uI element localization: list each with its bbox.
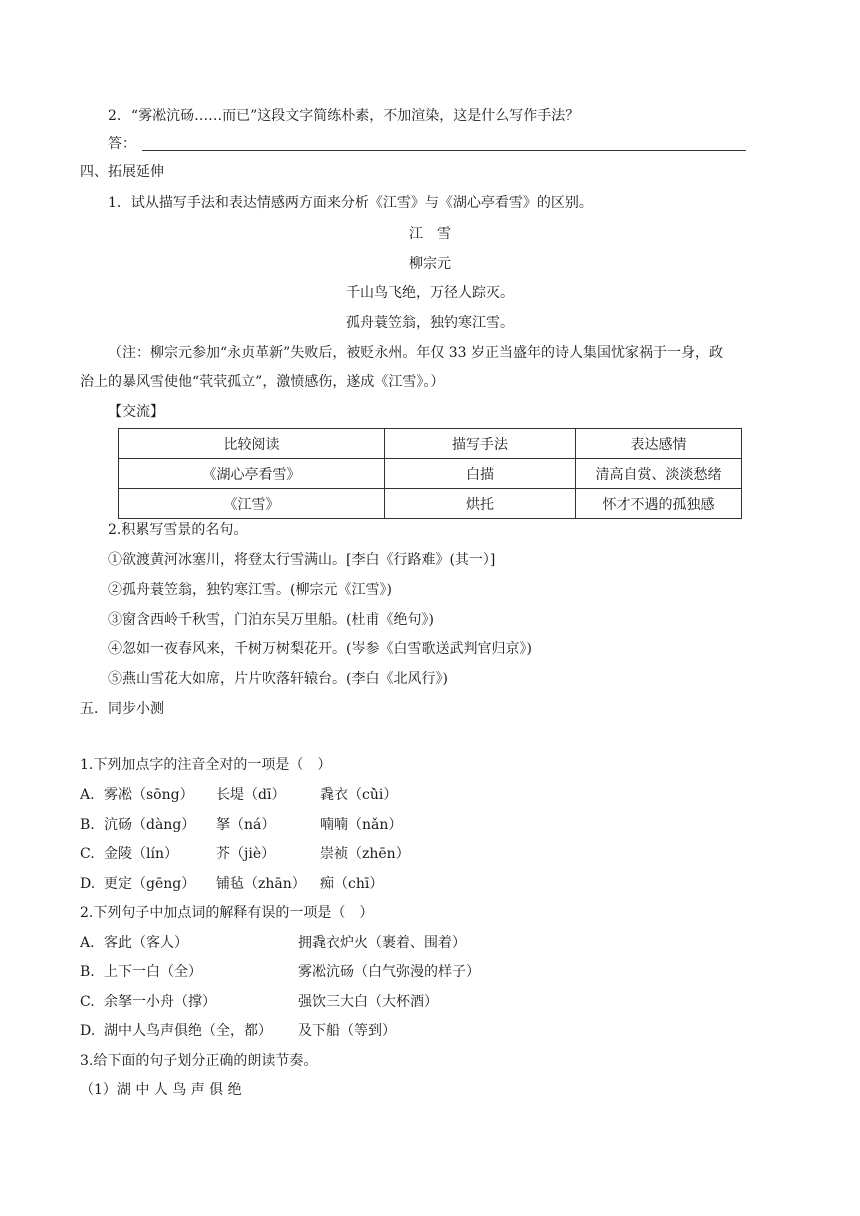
table-row	[119, 459, 742, 489]
poem-line-1: 千山鸟飞绝，万径人踪灭。	[346, 285, 514, 301]
table-cell: 《湖心亭看雪》	[119, 459, 385, 489]
table-cell: 《江雪》	[119, 489, 385, 519]
q1-option-d-item-2: 铺毡（zhān）	[216, 876, 306, 892]
table-cell: 怀才不遇的孤独感	[576, 489, 742, 519]
q1-option-c-item-2: 芥（jiè）	[216, 846, 276, 862]
q2-option-d-item-2: 及下船（等到）	[298, 1023, 396, 1039]
q2-option-d-item-1: 湖中人鸟声俱绝（全，都）	[104, 1023, 272, 1039]
poem-note-line-1: （注：柳宗元参加“永贞革新”失败后，被贬永州。年仅 33 岁正当盛年的诗人集国忧家祸于一身，政	[108, 345, 724, 361]
table-cell: 烘托	[385, 489, 576, 519]
table-cell: 清高自赏、淡淡愁绪	[576, 459, 742, 489]
q1-option-a-item-1: 雾凇（sōng）	[104, 787, 194, 803]
q2-option-a-item-1: 客此（客人）	[104, 935, 188, 951]
table-header-cell: 描写手法	[385, 429, 576, 459]
q2-option-letter: D.	[80, 1023, 96, 1039]
quote-item: ②孤舟蓑笠翁，独钓寒江雪。(柳宗元《江雪》)	[108, 582, 392, 598]
q2-option-c-item-2: 强饮三大白（大杯酒）	[298, 994, 438, 1010]
quote-item: ①欲渡黄河冰塞川，将登太行雪满山。[李白《行路难》(其一）]	[108, 552, 496, 568]
q2-option-letter: B.	[80, 964, 95, 980]
answer-blank-line[interactable]	[142, 150, 746, 151]
q2-option-b-item-1: 上下一白（全）	[104, 964, 202, 980]
table-header-cell: 表达感情	[576, 429, 742, 459]
poem-line-2: 孤舟蓑笠翁，独钓寒江雪。	[346, 315, 514, 331]
poem-title: 江 雪	[409, 226, 451, 242]
section-four-question-2: 2.积累写雪景的名句。	[108, 522, 248, 538]
table-header-row	[119, 429, 742, 459]
q1-option-c-item-3: 崇祯（zhēn）	[320, 846, 410, 862]
q1-option-letter: B.	[80, 817, 95, 833]
answer-label: 答：	[108, 136, 136, 152]
q2-option-letter: A.	[80, 935, 95, 951]
section-four-title: 四、拓展延伸	[80, 164, 164, 180]
quote-item: ③窗含西岭千秋雪，门泊东吴万里船。(杜甫《绝句》)	[108, 612, 434, 628]
q1-option-b-item-1: 沆砀（dàng）	[104, 817, 196, 833]
q1-option-letter: D.	[80, 876, 96, 892]
q3-item-1: （1）湖 中 人 鸟 声 俱 绝	[80, 1082, 242, 1098]
q1-option-d-item-3: 痴（chī）	[320, 876, 384, 892]
poem-note-line-2: 治上的暴风雪使他“茕茕孤立”，激愤感伤，遂成《江雪》。）	[80, 374, 445, 390]
q1-option-letter: C.	[80, 846, 95, 862]
quiz-question-3: 3.给下面的句子划分正确的朗读节奏。	[80, 1053, 318, 1069]
quote-item: ④忽如一夜春风来，千树万树梨花开。(岑参《白雪歌送武判官归京》)	[108, 641, 532, 657]
q1-option-letter: A.	[80, 787, 95, 803]
q1-option-a-item-2: 长堤（dī）	[216, 787, 286, 803]
quiz-question-2: 2.下列句子中加点词的解释有误的一项是（ ）	[80, 905, 374, 921]
exchange-label: 【交流】	[108, 404, 164, 420]
section-five-title: 五．同步小测	[80, 701, 164, 717]
q2-option-letter: C.	[80, 994, 95, 1010]
q1-option-b-item-2: 拏（ná）	[216, 817, 276, 833]
q2-option-b-item-2: 雾凇沆砀（白气弥漫的样子）	[298, 964, 480, 980]
q2-option-c-item-1: 余拏一小舟（撑）	[104, 994, 216, 1010]
quote-item: ⑤燕山雪花大如席，片片吹落轩辕台。(李白《北风行》)	[108, 671, 448, 687]
table-cell: 白描	[385, 459, 576, 489]
quiz-question-1: 1.下列加点字的注音全对的一项是（ ）	[80, 757, 332, 773]
q1-option-c-item-1: 金陵（lín）	[104, 846, 178, 862]
question-writing-technique: 2．“雾凇沆砀……而已”这段文字简练朴素，不加渲染，这是什么写作手法？	[108, 108, 580, 124]
q1-option-d-item-1: 更定（gēng）	[104, 876, 196, 892]
section-four-question-1: 1．试从描写手法和表达情感两方面来分析《江雪》与《湖心亭看雪》的区别。	[108, 195, 593, 211]
comparison-table	[118, 428, 742, 519]
q1-option-a-item-3: 毳衣（cù̀i）	[320, 787, 398, 803]
poem-author: 柳宗元	[409, 256, 451, 272]
q1-option-b-item-3: 喃喃（nǎn）	[320, 817, 403, 833]
table-header-cell: 比较阅读	[119, 429, 385, 459]
table-row	[119, 489, 742, 519]
q2-option-a-item-2: 拥毳衣炉火（裹着、围着）	[298, 935, 466, 951]
